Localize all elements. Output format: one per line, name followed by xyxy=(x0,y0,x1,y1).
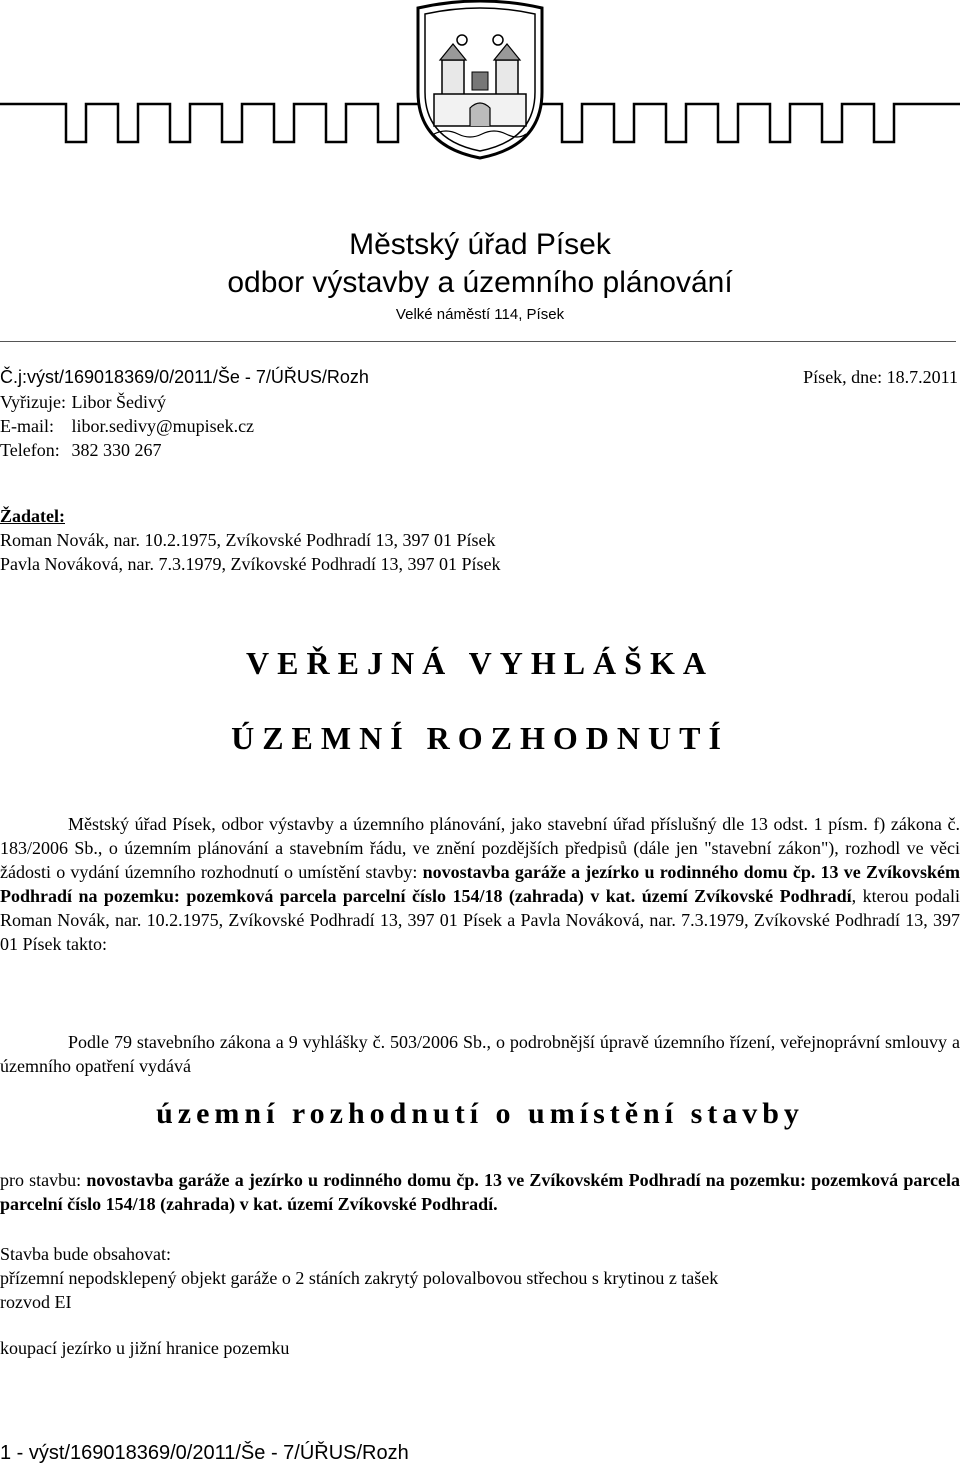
department-name: odbor výstavby a územního plánování xyxy=(227,266,733,299)
contents-extra: koupací jezírko u jižní hranice pozemku xyxy=(0,1338,290,1358)
coat-of-arms-header xyxy=(0,0,960,160)
applicant-heading: Žadatel: xyxy=(0,506,65,526)
place-date: Písek, dne: 18.7.2011 xyxy=(803,367,958,387)
contents-item: rozvod EI xyxy=(0,1292,72,1312)
intro-text-2: , kterou podali Roman Novák, nar. 10.2.1975, Zvíkovské Podhradí 13, 397 01 Písek a Pavla Nováková, nar. 7.3.1979, Zvíkovské Podhradí 13, 397 01 Písek takto: xyxy=(0,886,960,954)
header-divider xyxy=(0,341,956,342)
office-header xyxy=(0,226,960,326)
phone-row xyxy=(0,438,254,462)
contents-item: přízemní nepodsklepený objekt garáže o 2 stáních zakrytý polovalbovou střechou s krytinou z tašek xyxy=(0,1268,719,1288)
intro-paragraph xyxy=(0,812,960,956)
footer-page-reference: 1 - výst/169018369/0/2011/Še - 7/ÚŘUS/Rozh xyxy=(0,1442,409,1464)
handler-label: Vyřizuje: xyxy=(0,392,66,412)
office-address: Velké náměstí 114, Písek xyxy=(395,306,565,323)
email-label: E-mail: xyxy=(0,416,54,436)
legal-basis-paragraph xyxy=(0,1030,960,1078)
applicant-person: Roman Novák, nar. 10.2.1975, Zvíkovské Podhradí 13, 397 01 Písek xyxy=(0,530,496,550)
building-contents xyxy=(0,1242,718,1314)
public-notice-title: VEŘEJNÁ VYHLÁŠKA xyxy=(246,645,714,681)
building-label: pro stavbu: xyxy=(0,1170,87,1190)
applicant-block xyxy=(0,504,500,576)
applicant-person: Pavla Nováková, nar. 7.3.1979, Zvíkovské Podhradí 13, 397 01 Písek xyxy=(0,554,501,574)
decision-title: územní rozhodnutí o umístění stavby xyxy=(156,1097,804,1130)
contents-heading: Stavba bude obsahovat: xyxy=(0,1244,171,1264)
building-description: novostavba garáže a jezírko u rodinného domu čp. 13 ve Zvíkovském Podhradí na pozemku: pozemková parcela parcelní číslo 154/18 (zahrada) v kat. území Zvíkovské Podhradí. xyxy=(0,1170,960,1214)
building-paragraph xyxy=(0,1168,960,1216)
intro-text-1: Městský úřad Písek, odbor výstavby a územního plánování, jako stavební úřad příslušný dle 13 odst. 1 písm. f) zákona č. 183/2006 Sb., o územním plánování a stavebním řádu, ve znění pozdějších předpisů (dále jen "stavební zákon"), rozhodl ve věci žádosti o vydání územního rozhodnutí o umístění stavby: xyxy=(0,814,960,882)
handler-name: Libor Šedivý xyxy=(71,392,166,412)
contact-block xyxy=(0,390,254,462)
case-number: Č.j:výst/169018369/0/2011/Še - 7/ÚŘUS/Rozh xyxy=(0,367,369,387)
phone-label: Telefon: xyxy=(0,440,60,460)
email-row xyxy=(0,414,254,438)
phone-number: 382 330 267 xyxy=(71,440,162,460)
decision-heading: ÚZEMNÍ ROZHODNUTÍ xyxy=(231,720,729,756)
intro-building-bold: novostavba garáže a jezírko u rodinného domu čp. 13 ve Zvíkovském Podhradí na pozemku: pozemková parcela parcelní číslo 154/18 (zahrada) v kat. území Zvíkovské Podhradí xyxy=(0,862,960,906)
email-address[interactable]: libor.sedivy@mupisek.cz xyxy=(71,416,255,436)
legal-basis-text: Podle 79 stavebního zákona a 9 vyhlášky č. 503/2006 Sb., o podrobnější úpravě územního řízení, veřejnoprávní smlouvy a územního opatření vydává xyxy=(0,1032,960,1076)
handler-row xyxy=(0,390,254,414)
office-name: Městský úřad Písek xyxy=(349,228,611,261)
